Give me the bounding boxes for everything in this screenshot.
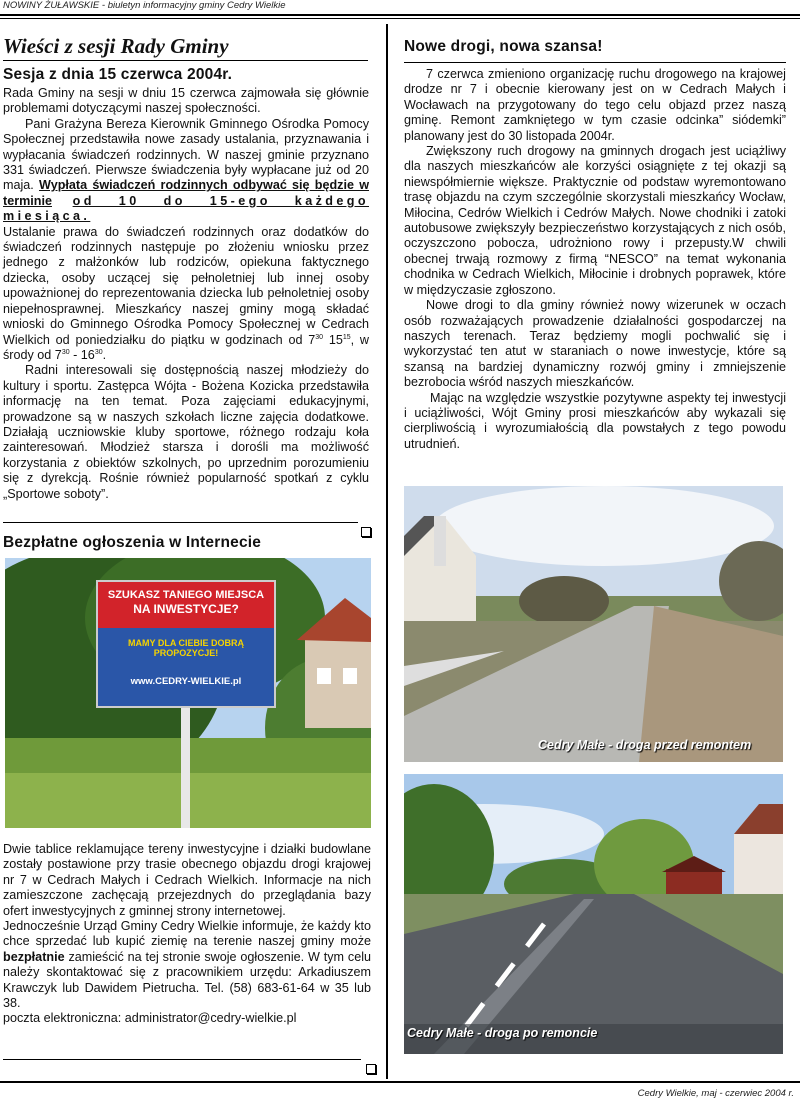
ads-end-rule [3, 1059, 361, 1060]
youth-paragraph: Radni interesowali się dostępnością naszej młodzieży do kultury i sportu. Zastępca Wójta - Bożena Kozicka przedstawiła informację na ten temat. Poza zajęciami edukacyjnymi, prowadzone są w naszych szkołach liczne zajęcia dodatkowe. Działają uczniowskie kluby sportowe, różnego rodzaju koła zainteresowań. Młodzież starsza i dorośli ma możliwość korzystania z obiektów szkolnych, po uprzednim porozumieniu się z dyrekcją. Rośnie również popularność spotkań z cyklu „Sportowe soboty”. [3, 363, 369, 501]
roads-title-rule [404, 62, 786, 63]
billboard-url: www.CEDRY-WIELKIE.pl [130, 676, 242, 687]
section-title: Wieści z sesji Rady Gminy [3, 34, 229, 58]
session-article [3, 86, 369, 502]
billboard-line4: PROPOZYCJE! [153, 648, 219, 658]
roads-paragraph-3: Nowe drogi to dla gminy również nowy wizerunek w oczach osób rozważających prowadzenie działalności gospodarczej na naszych terenach. Teraz będziemy mogli pochwalić się i wykorzystać ten atut w staraniach o nowe inwestycje, które są szansą na bardziej dynamiczny rozwój gminy i zmniejszenie bezrobocia wśród naszych mieszkańców. [404, 298, 786, 390]
road-before-photo [404, 486, 783, 762]
roads-paragraph-4: Mając na względzie wszystkie pozytywne aspekty tej inwestycji i uciążliwości, Wójt Gminy prosi mieszkańców aby wykazali się cierpliwością i wyrozumiałością dla powstałych z tego powodu utrudnień. [404, 390, 786, 451]
billboard-line2: NA INWESTYCJE? [133, 602, 239, 616]
billboard [96, 580, 276, 708]
section-end-rule [3, 522, 358, 523]
roads-paragraph-2: Zwiększony ruch drogowy na gminnych drogach jest uciążliwy dla naszych mieszkańców ale korzyści osiągnięte z tej okazji są niewspółmiernie większe. Praktycznie od podstaw wyremontowano trasę objazdu na czym szczególnie skorzystali mieszkańcy Wocław, Miłocina, Cedrów Wielkich i Cedrów Małych. Nowe chodniki i zatoki autobusowe zwiększyły bezpieczeństwo korzystających z nich osób, oczyszczono pobocza, udrożniono rowy i przepusty.W chwili obecnej trwają rozmowy z firmą “NESCO” na temat wykonania chodnika w Cedrach Wielkich, Miłocinie i drobnych poprawek, które w międzyczasie zgłoszono. [404, 144, 786, 297]
header-rule [0, 14, 800, 16]
header-rule-thin [0, 18, 800, 19]
payment-dates: od 10 do 15-ego każdego miesiąca. [3, 193, 369, 224]
billboard-top [98, 582, 274, 628]
road-before-scene [404, 486, 783, 762]
title-rule [3, 60, 368, 61]
roads-title: Nowe drogi, nowa szansa! [404, 38, 603, 55]
roads-paragraph-1: 7 czerwca zmieniono organizację ruchu drogowego na krajowej drodze nr 7 i obecnie kierowany jest on w Cedrach Małych i Wocławach na przygotowany do tego celu objazd przez naszą gminę. Remont zamkniętego w tym czasie odcinka” siódemki” planowany jest do 30 listopada 2004r. [404, 67, 786, 143]
page-footer: Cedry Wielkie, maj - czerwiec 2004 r. [637, 1088, 794, 1099]
eligibility-paragraph: Ustalanie prawa do świadczeń rodzinnych oraz dodatków do świadczeń rodzinnych następuje po złożeniu wniosku przez jednego z małżonków lub rodziców, opiekuna faktycznego dziecka, osoby uczącej się pełnoletniej lub innej osoby upoważnionej do reprezentowania dziecka lub pełnoletniej osoby niepełnosprawnej. Mieszkańcy naszej gminy mogą składać wnioski do Gminnego Ośrodka Pomocy Społecznej w Cedrach Wielkich od poniedziałku do piątku w godzinach od $7^{30}$ $15^{15}$, w środy od $7^{30} - 16^{30}$. [3, 224, 370, 362]
billboard-line3: MAMY DLA CIEBIE DOBRĄ [127, 638, 244, 648]
footer-rule [0, 1081, 800, 1083]
road-after-scene [404, 774, 783, 1054]
ads-end-marker [366, 1064, 376, 1074]
ads-paragraph: Dwie tablice reklamujące tereny inwestycyjne i działki budowlane zostały postawione przy trasie obecnego objazdu drogi krajowej nr 7 w Cedrach Małych i Cedrach Wielkich. Informacje na nich zamieszczone zachęcają przejezdnych do przeglądania bazy ofert inwestycyjnych z gminnej strony internetowej. [3, 842, 371, 918]
session-paragraph: Rada Gminy na sesji w dniu 15 czerwca zajmowała się głównie problemami dotyczącymi naszej społeczności. [3, 86, 369, 116]
billboard-photo [5, 558, 371, 828]
column-divider [386, 24, 388, 1079]
ads-article [3, 842, 371, 1027]
roads-article [404, 67, 786, 452]
running-header: NOWINY ŻUŁAWSKIE - biuletyn informacyjny gminy Cedry Wielkie [3, 0, 286, 11]
ads-paragraph-2: Jednocześnie Urząd Gminy Cedry Wielkie informuje, że każdy kto chce sprzedać lub kupić ziemię na terenie naszej gminy może bezpłatnie zamieścić na tej stronie swoje ogłoszenie. W tym celu należy skontaktować się z pracownikiem urzędu: Arkadiuszem Krawczyk lub Dawidem Pietrucha. Tel. (58) 683-61-64 w 35 lub 38. [3, 919, 371, 1011]
billboard-line1: SZUKASZ TANIEGO MIEJSCA [107, 589, 265, 601]
free-note: bezpłatnie [3, 949, 65, 964]
session-title: Sesja z dnia 15 czerwca 2004r. [3, 66, 233, 83]
benefits-paragraph: Pani Grażyna Bereza Kierownik Gminnego Ośrodka Pomocy Społecznej przedstawiła nowe zasady ustalania, przyznawania i wypłacania świadczeń rodzinnych. W naszej gminie przyznano 331 świadczeń. Pierwsze świadczenia były wypłacane już od 20 maja. Wypłata świadczeń rodzinnych odbywać się będzie w terminie od 10 do 15-ego każdego miesiąca. [3, 116, 370, 224]
photo-caption-after: Cedry Małe - droga po remoncie [407, 1026, 598, 1040]
ads-title: Bezpłatne ogłoszenia w Internecie [3, 534, 262, 551]
section-end-marker [361, 527, 371, 537]
payment-note: Wypłata świadczeń rodzinnych odbywać się będzie w terminie [3, 178, 370, 208]
road-after-photo [404, 774, 783, 1054]
photo-caption-before: Cedry Małe - droga przed remontem [538, 738, 752, 752]
ads-email: poczta elektroniczna: administrator@cedry-wielkie.pl [3, 1011, 297, 1026]
